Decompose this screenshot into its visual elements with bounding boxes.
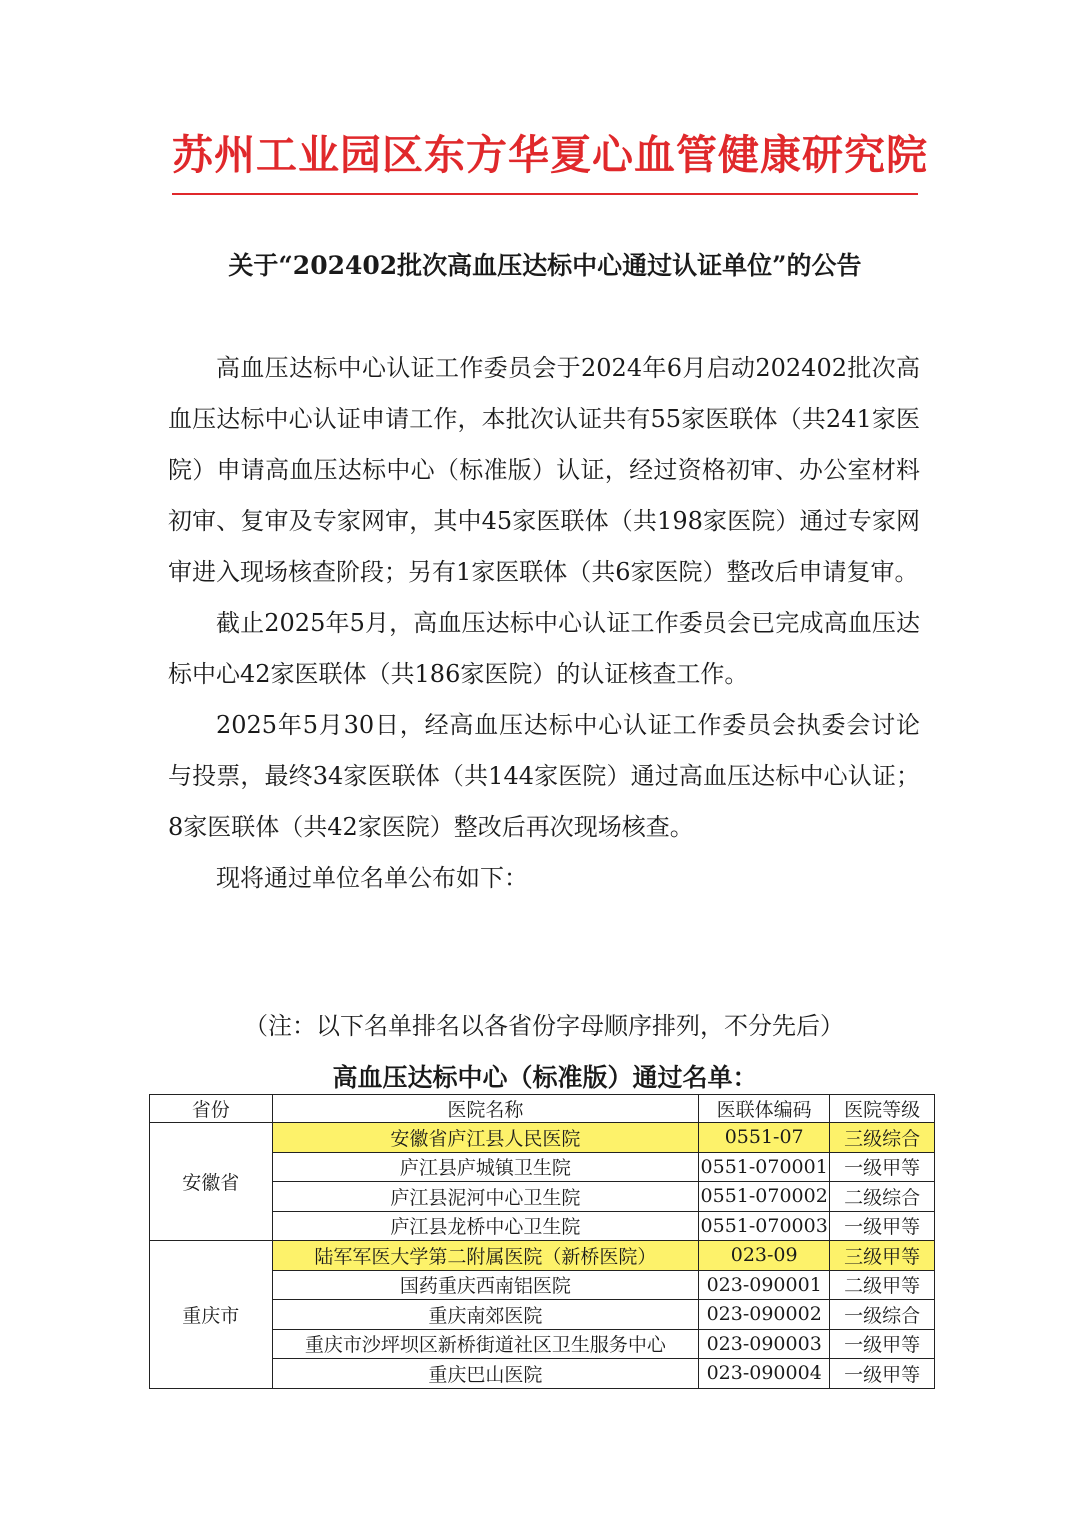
alliance-code-cell: 023-090001 — [699, 1270, 830, 1300]
paragraph-1: 高血压达标中心认证工作委员会于2024年6月启动202402批次高血压达标中心认证申请工作，本批次认证共有55家医联体（共241家医院）申请高血压达标中心（标准版）认证，经过资格初审、办公室材料初审、复审及专家网审，其中45家医联体（共198家医院）通过专家网审进入现场核查阶段；另有1家医联体（共6家医院）整改后申请复审。 — [168, 354, 920, 586]
hospital-name-cell: 陆军军医大学第二附属医院（新桥医院） — [272, 1241, 699, 1271]
hospital-name-cell: 重庆南郊医院 — [272, 1300, 699, 1330]
province-cell: 安徽省 — [150, 1123, 273, 1241]
alliance-code-cell: 0551-070001 — [699, 1152, 830, 1182]
hospital-level-cell: 一级甲等 — [830, 1211, 935, 1241]
hospital-level-cell: 二级甲等 — [830, 1270, 935, 1300]
hospital-level-cell: 一级甲等 — [830, 1329, 935, 1359]
header-alliance-code: 医联体编码 — [699, 1095, 830, 1123]
document-title: 关于“202402批次高血压达标中心通过认证单位”的公告 — [228, 251, 862, 280]
header-hospital-name: 医院名称 — [272, 1095, 699, 1123]
alliance-code-cell: 023-090003 — [699, 1329, 830, 1359]
province-cell: 重庆市 — [150, 1241, 273, 1389]
alliance-code-cell: 023-09 — [699, 1241, 830, 1271]
table-row — [150, 1241, 935, 1271]
table-header-row — [150, 1095, 935, 1123]
hospital-name-cell: 国药重庆西南铝医院 — [272, 1270, 699, 1300]
paragraph-2: 截止2025年5月，高血压达标中心认证工作委员会已完成高血压达标中心42家医联体（共186家医院）的认证核查工作。 — [168, 609, 920, 688]
table-title: 高血压达标中心（标准版）通过名单： — [332, 1063, 758, 1092]
hospital-name-cell: 重庆市沙坪坝区新桥街道社区卫生服务中心 — [272, 1329, 699, 1359]
hospital-name-cell: 庐江县泥河中心卫生院 — [272, 1182, 699, 1212]
hospital-level-cell: 一级综合 — [830, 1300, 935, 1330]
alliance-code-cell: 023-090004 — [699, 1359, 830, 1389]
letterhead-divider — [172, 193, 918, 195]
letterhead-title: 苏州工业园区东方华夏心血管健康研究院 — [172, 131, 928, 179]
hospital-name-cell: 重庆巴山医院 — [272, 1359, 699, 1389]
hospital-level-cell: 三级综合 — [830, 1123, 935, 1153]
certified-hospitals-table — [149, 1094, 935, 1389]
alliance-code-cell: 0551-07 — [699, 1123, 830, 1153]
header-province: 省份 — [150, 1095, 273, 1123]
body-text — [168, 343, 920, 904]
hospital-level-cell: 一级甲等 — [830, 1152, 935, 1182]
table-row — [150, 1123, 935, 1153]
hospital-level-cell: 一级甲等 — [830, 1359, 935, 1389]
paragraph-3: 2025年5月30日，经高血压达标中心认证工作委员会执委会讨论与投票，最终34家医联体（共144家医院）通过高血压达标中心认证；8家医联体（共42家医院）整改后再次现场核查。 — [168, 711, 920, 841]
alliance-code-cell: 023-090002 — [699, 1300, 830, 1330]
ordering-note: （注：以下名单排名以各省份字母顺序排列，不分先后） — [244, 1012, 844, 1040]
header-hospital-level: 医院等级 — [830, 1095, 935, 1123]
hospital-name-cell: 安徽省庐江县人民医院 — [272, 1123, 699, 1153]
hospital-level-cell: 二级综合 — [830, 1182, 935, 1212]
paragraph-4: 现将通过单位名单公布如下： — [216, 864, 528, 892]
alliance-code-cell: 0551-070002 — [699, 1182, 830, 1212]
hospital-name-cell: 庐江县庐城镇卫生院 — [272, 1152, 699, 1182]
hospital-name-cell: 庐江县龙桥中心卫生院 — [272, 1211, 699, 1241]
alliance-code-cell: 0551-070003 — [699, 1211, 830, 1241]
table-body — [150, 1123, 935, 1389]
hospital-level-cell: 三级甲等 — [830, 1241, 935, 1271]
